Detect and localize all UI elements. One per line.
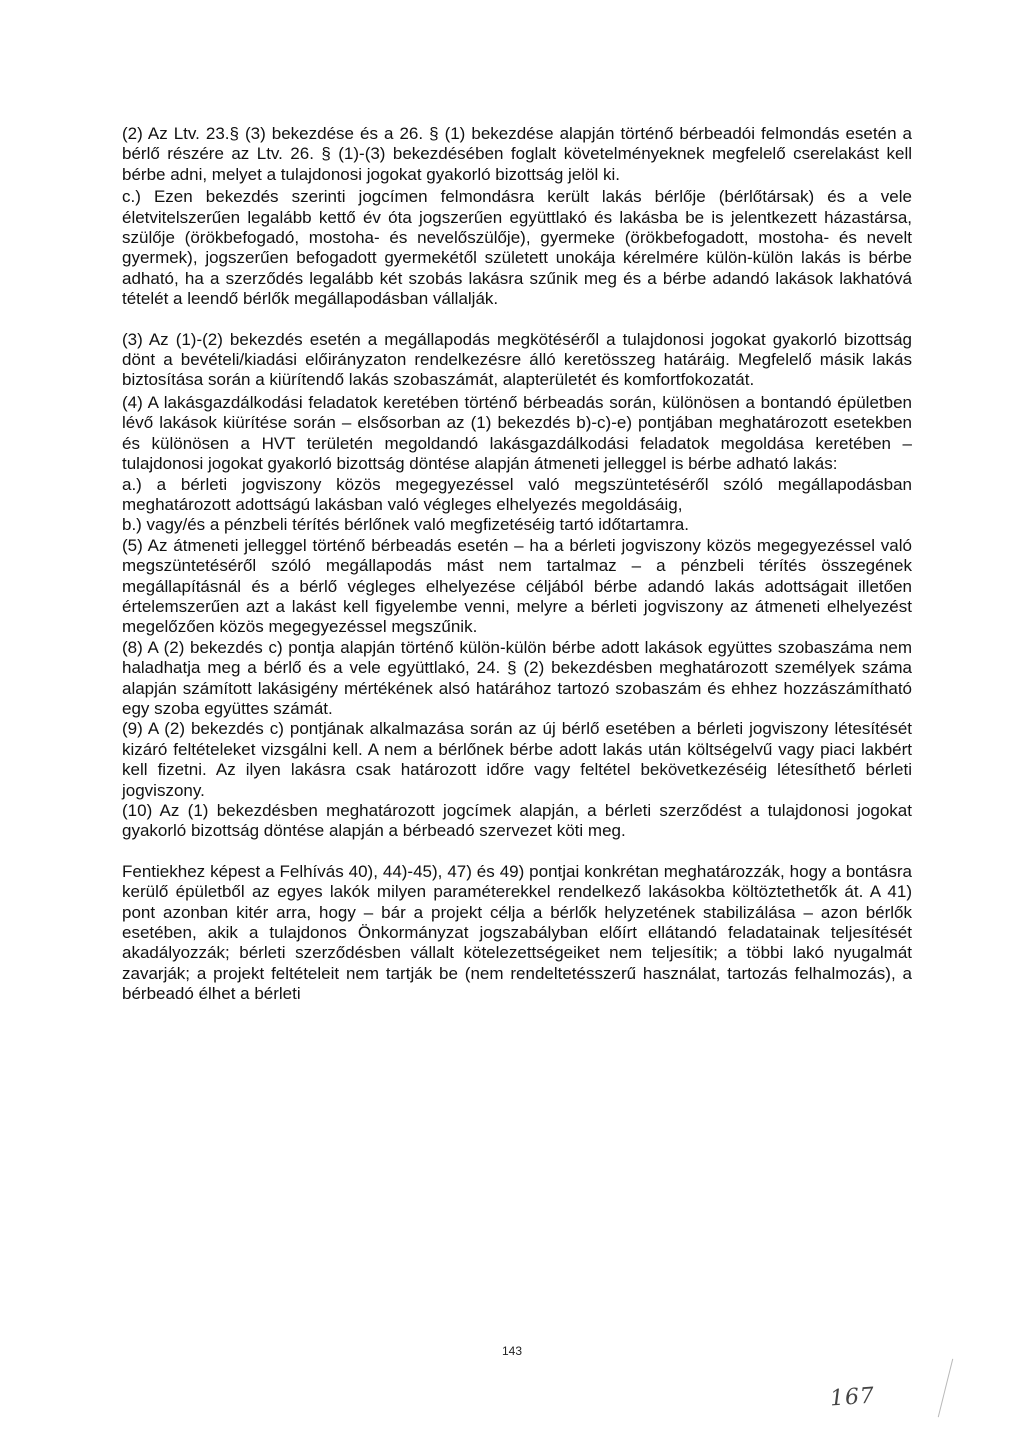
paragraph-9: (9) A (2) bekezdés c) pontjának alkalmazása során az új bérlő esetében a bérleti jogviszony létesítését kizáró feltételeket vizsgálni kell. A nem a bérlőnek bérbe adott lakás után költségelvű vagy piaci lakbért kell fizetni. Az ilyen lakásra csak határozott időre vagy feltétel bekövetkezéséig létesíthető bérleti jogviszony. (122, 719, 912, 800)
paragraph-8: (8) A (2) bekezdés c) pontja alapján történő külön-külön bérbe adott lakások együttes szobaszáma nem haladhatja meg a bérlő és a vele együttlakó, 24. § (2) bekezdésben meghatározott személyek száma alapján számított lakásigény mértékének alsó határához tartozó szobaszám és ehhez hozzászámítható egy szoba együttes számát. (122, 637, 912, 718)
paragraph-4: (4) A lakásgazdálkodási feladatok keretében történő bérbeadás során, különösen a bontandó épületben lévő lakások kiürítése során – elsősorban az (1) bekezdés b)-c)-e) pontjában meghatározott esetekben és különösen a HVT területén megoldandó lakásgazdálkodási feladatok megoldása keretében – tulajdonosi jogokat gyakorló bizottság döntése alapján átmeneti jelleggel is bérbe adható lakás: (122, 392, 912, 474)
paragraph-3: (3) Az (1)-(2) bekezdés esetén a megállapodás megkötéséről a tulajdonosi jogokat gyakorló bizottság dönt a bevételi/kiadási előirányzaton rendelkezésre álló keretösszeg határáig. Megfelelő másik lakás biztosítása során a kiürítendő lakás szobaszámát, alapterületét és komfortfokozatát. (122, 329, 912, 390)
document-body (122, 124, 912, 1005)
paragraph-2: (2) Az Ltv. 23.§ (3) bekezdése és a 26. § (1) bekezdése alapján történő bérbeadói felmondás esetén a bérlő részére az Ltv. 26. § (1)-(3) bekezdésében foglalt követelményeknek megfelelő cserelakást kell bérbe adni, melyet a tulajdonosi jogokat gyakorló bizottság jelöl ki. (122, 124, 912, 184)
stray-pen-mark (938, 1359, 953, 1417)
page-number: 143 (501, 1344, 523, 1358)
paragraph-10: (10) Az (1) bekezdésben meghatározott jogcímek alapján, a bérleti szerződést a tulajdonosi jogokat gyakorló bizottság döntése alapján a bérbeadó szervezet köti meg. (122, 801, 912, 841)
paragraph-4b: b.) vagy/és a pénzbeli térítés bérlőnek való megfizetéséig tartó időtartamra. (122, 515, 689, 535)
handwritten-page-mark: 167 (829, 1383, 876, 1412)
paragraph-4a: a.) a bérleti jogviszony közös megegyezéssel való megszüntetéséről szóló megállapodásban meghatározott adottságú lakásban való végleges elhelyezés megoldásáig, (122, 474, 912, 514)
paragraph-summary: Fentiekhez képest a Felhívás 40), 44)-45), 47) és 49) pontjai konkrétan meghatározzák, hogy a bontásra kerülő épületből az egyes lakók milyen paraméterekkel rendelkező lakásokba költöztethetők át. A 41) pont azonban kitér arra, hogy – bár a projekt célja a bérlők helyzetének stabilizálása – azon bérlők esetében, akik a tulajdonos Önkormányzat jogszabályban előírt ellátandó feladatainak teljesítését akadályozzák; bérleti szerződésben vállalt kötelezettségeiket nem teljesítik; a többi lakó nyugalmát zavarják; a projekt feltételeit nem tartják be (nem rendeltetésszerű használat, tartozás felhalmozás), a bérbeadó élhet a bérleti (122, 861, 912, 1004)
paragraph-5: (5) Az átmeneti jelleggel történő bérbeadás esetén – ha a bérleti jogviszony közös megegyezéssel való megszüntetéséről szóló megállapodás mást nem tartalmaz – a pénzbeli térítés összegének megállapításnál és a bérlő végleges elhelyezése céljából bérbe adandó lakás adottságait illetően értelemszerűen azt a lakást kell figyelembe venni, melyre a bérleti jogviszony az átmeneti elhelyezést megelőzően közös megegyezéssel megszűnik. (122, 535, 912, 637)
paragraph-c: c.) Ezen bekezdés szerinti jogcímen felmondásra került lakás bérlője (bérlőtársak) és a vele életvitelszerűen legalább kettő év óta jogszerűen együttlakó és lakásba be is jelentkezett házastársa, szülője (örökbefogadó, mostoha- és nevelőszülője), gyermeke (örökbefogadott, mostoha- és nevelt gyermek), jogszerűen befogadott gyermekétől született unokája kérelmére külön-külön lakás is bérbe adható, ha a szerződés legalább két szobás lakásra szűnik meg és a bérbe adandó lakások lakhatóvá tételét a leendő bérlők megállapodásban vállalják. (122, 187, 912, 309)
